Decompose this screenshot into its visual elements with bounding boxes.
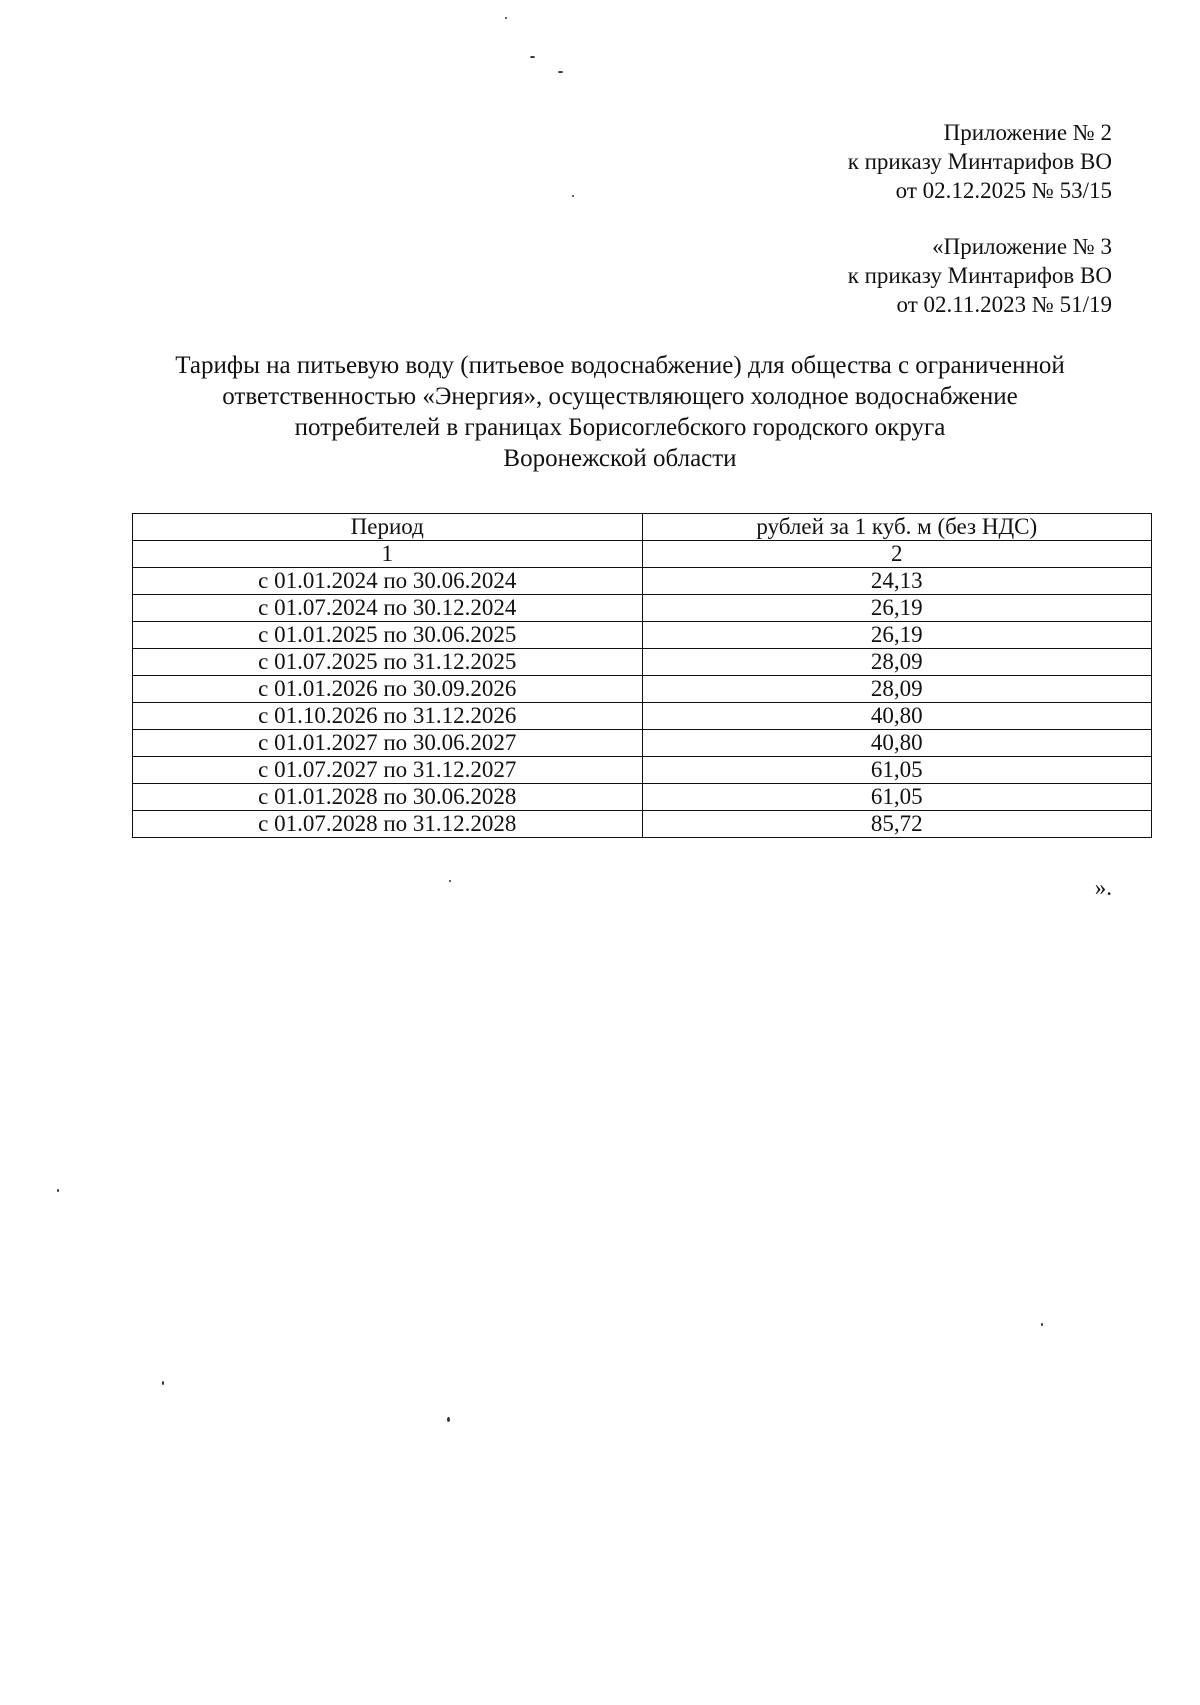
scan-speck [1041,1323,1043,1326]
scan-speck [162,1381,164,1385]
tariff-cell: 85,72 [642,811,1151,838]
table-row [133,676,1152,703]
tariff-cell: 61,05 [642,784,1151,811]
period-cell: с 01.07.2025 по 31.12.2025 [133,649,643,676]
attachment-order: к приказу Минтарифов ВО [847,263,1112,288]
table-row [133,595,1152,622]
period-cell: с 01.01.2025 по 30.06.2025 [133,622,643,649]
tariff-cell: 24,13 [642,568,1151,595]
closing-quote: ». [1094,875,1112,900]
period-cell: с 01.07.2027 по 31.12.2027 [133,757,643,784]
tariff-table [132,513,1152,838]
attachment-number: Приложение № 2 [943,120,1112,145]
period-cell: с 01.07.2028 по 31.12.2028 [133,811,643,838]
scan-speck [558,71,563,73]
table-row [133,703,1152,730]
scan-speck [57,1189,59,1192]
scan-speck [505,17,507,19]
table-row [133,730,1152,757]
scan-speck [530,56,535,58]
scan-speck [447,1417,450,1422]
period-cell: с 01.01.2028 по 30.06.2028 [133,784,643,811]
tariff-cell: 40,80 [642,703,1151,730]
attachment-order: к приказу Минтарифов ВО [847,149,1112,174]
period-cell: с 01.10.2026 по 31.12.2026 [133,703,643,730]
tariff-cell: 61,05 [642,757,1151,784]
scan-speck [449,880,451,882]
title-line: Воронежской области [503,445,737,472]
table-row [133,757,1152,784]
document-title [90,350,1150,474]
tariff-cell: 28,09 [642,649,1151,676]
table-row [133,568,1152,595]
title-line: ответственностью «Энергия», осуществляющего холодное водоснабжение [222,383,1018,410]
scan-speck [572,195,574,197]
attachment-number: «Приложение № 3 [932,234,1112,259]
table-header-row [133,514,1152,541]
table-row [133,784,1152,811]
attachment-date: от 02.11.2023 № 51/19 [896,292,1112,317]
table-column-number-row [133,541,1152,568]
attachment-reference-amended [848,232,1112,319]
tariff-cell: 26,19 [642,622,1151,649]
column-number: 2 [642,541,1151,568]
column-number: 1 [133,541,643,568]
period-cell: с 01.01.2024 по 30.06.2024 [133,568,643,595]
header-price: рублей за 1 куб. м (без НДС) [642,514,1151,541]
period-cell: с 01.01.2026 по 30.09.2026 [133,676,643,703]
title-line: потребителей в границах Борисоглебского городского округа [294,414,946,441]
title-line: Тарифы на питьевую воду (питьевое водоснабжение) для общества с ограниченной [175,352,1065,379]
period-cell: с 01.07.2024 по 30.12.2024 [133,595,643,622]
attachment-date: от 02.12.2025 № 53/15 [895,178,1112,203]
tariff-cell: 40,80 [642,730,1151,757]
header-period: Период [133,514,643,541]
period-cell: с 01.01.2027 по 30.06.2027 [133,730,643,757]
attachment-reference-current [848,118,1112,205]
table-row [133,622,1152,649]
tariff-cell: 26,19 [642,595,1151,622]
table-row [133,811,1152,838]
table-row [133,649,1152,676]
tariff-cell: 28,09 [642,676,1151,703]
